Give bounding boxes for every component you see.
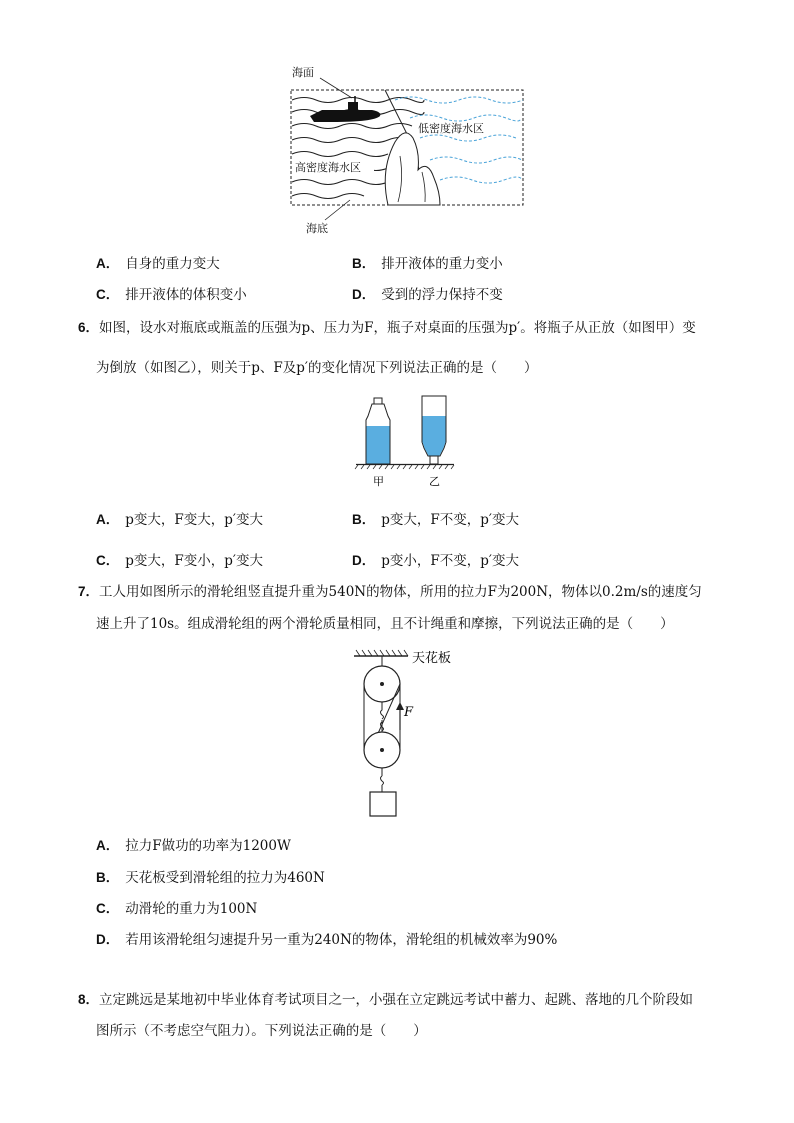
- q7-option-b[interactable]: B． 天花板受到滑轮组的拉力为460N: [96, 870, 325, 886]
- bottle-inverted-icon: [422, 396, 446, 464]
- q6-option-b[interactable]: B． p变大，F不变，p′变大: [352, 512, 519, 528]
- q5-option-d[interactable]: D． 受到的浮力保持不变: [352, 287, 503, 303]
- q7-stem: 7．工人用如图所示的滑轮组竖直提升重为540N的物体，所用的拉力F为200N，物体以0.2m/s的速度匀: [78, 584, 702, 600]
- q6-option-a[interactable]: A． p变大，F变大，p′变大: [96, 512, 263, 528]
- q8-stem-line2: 图所示（不考虑空气阻力）。下列说法正确的是（ ）: [96, 1023, 427, 1039]
- force-label: F: [404, 705, 414, 720]
- q6-stem-line2: 为倒放（如图乙），则关于p、F及p′的变化情况下列说法正确的是（ ）: [96, 360, 538, 376]
- weight-block-icon: [370, 792, 396, 816]
- q5-option-a[interactable]: A． 自身的重力变大: [96, 256, 220, 272]
- q6-stem: 6．如图，设水对瓶底或瓶盖的压强为p、压力为F，瓶子对桌面的压强为p′。将瓶子从正放（如图甲）变: [78, 320, 696, 336]
- q5-option-b[interactable]: B． 排开液体的重力变小: [352, 256, 503, 272]
- ceiling-label: 天花板: [412, 651, 452, 666]
- low-density-label: 低密度海水区: [418, 122, 484, 135]
- submarine-density-figure: [270, 60, 540, 240]
- q7-stem-line2: 速上升了10s。组成滑轮组的两个滑轮质量相同，且不计绳重和摩擦，下列说法正确的是（ ）: [96, 616, 674, 632]
- sea-floor-label: 海底: [306, 222, 328, 235]
- q8-stem: 8．立定跳远是某地初中毕业体育考试项目之一，小强在立定跳远考试中蓄力、起跳、落地的几个阶段如: [78, 992, 694, 1008]
- sea-surface-label: 海面: [292, 66, 314, 79]
- q5-option-c[interactable]: C． 排开液体的体积变小: [96, 287, 247, 303]
- q7-option-a[interactable]: A． 拉力F做功的功率为1200W: [96, 838, 291, 854]
- pulley-system-figure: [346, 646, 476, 821]
- high-density-label: 高密度海水区: [295, 161, 361, 174]
- q7-option-c[interactable]: C． 动滑轮的重力为100N: [96, 901, 258, 917]
- bottle-upright-icon: [366, 398, 390, 464]
- q6-option-d[interactable]: D． p变小，F不变，p′变大: [352, 553, 519, 569]
- q7-option-d[interactable]: D． 若用该滑轮组匀速提升另一重为240N的物体，滑轮组的机械效率为90%: [96, 932, 558, 948]
- fig-label-yi: 乙: [429, 475, 440, 488]
- q6-option-c[interactable]: C． p变大，F变小，p′变大: [96, 553, 263, 569]
- fig-label-jia: 甲: [373, 475, 384, 488]
- submarine-icon: [310, 96, 380, 122]
- bottles-figure: [350, 392, 460, 492]
